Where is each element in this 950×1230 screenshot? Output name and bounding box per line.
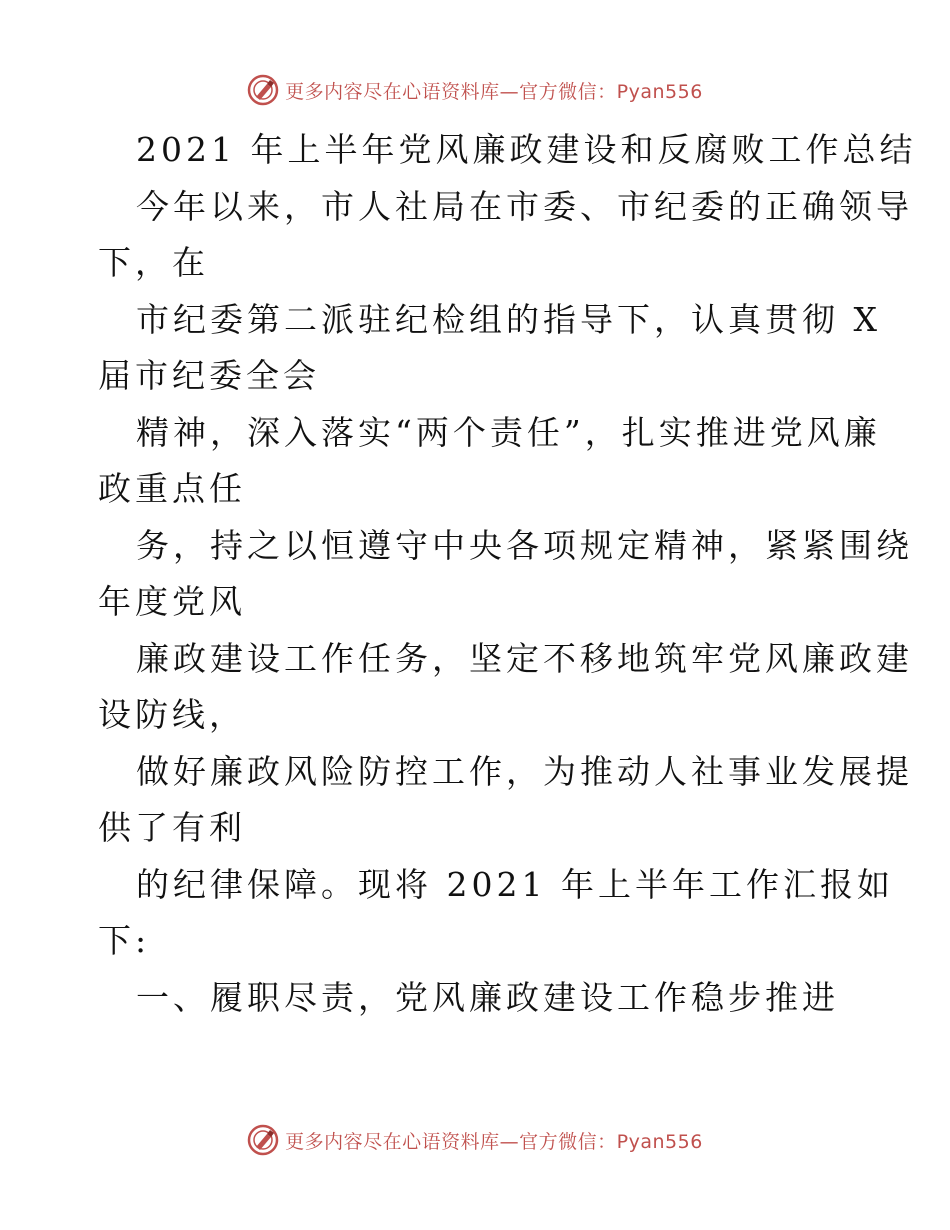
text-line: 供了有利 [98,808,246,847]
text-line: 年度党风 [98,582,246,621]
document-title: 2021 年上半年党风廉政建设和反腐败工作总结 [136,130,917,169]
text-line: 的纪律保障。现将 2021 年上半年工作汇报如 [136,864,894,904]
watermark-header [0,70,950,110]
text-line: 做好廉政风险防控工作，为推动人社事业发展提 [136,751,913,791]
pen-nib-logo-icon [247,74,279,106]
document-body [98,122,917,1026]
pen-nib-logo-icon [247,1124,279,1156]
text-line: 市纪委第二派驻纪检组的指导下，认真贯彻 X [136,299,881,339]
text-line: 务，持之以恒遵守中央各项规定精神，紧紧围绕 [136,525,913,565]
watermark-footer [0,1120,950,1160]
text-line: 廉政建设工作任务，坚定不移地筑牢党风廉政建 [136,638,913,678]
text-line: 下: [98,921,151,960]
section-heading: 一、履职尽责，党风廉政建设工作稳步推进 [136,977,839,1017]
text-line: 届市纪委全会 [98,356,320,395]
text-line: 精神，深入落实“两个责任”，扎实推进党风廉 [136,412,881,452]
text-line: 设防线， [98,695,246,734]
watermark-text: 更多内容尽在心语资料库—官方微信：Pyan556 [285,1130,703,1153]
text-line: 政重点任 [98,469,246,508]
text-line: 今年以来，市人社局在市委、市纪委的正确领导 [136,186,913,226]
text-line: 下，在 [98,243,209,282]
watermark-text: 更多内容尽在心语资料库—官方微信：Pyan556 [285,80,703,103]
